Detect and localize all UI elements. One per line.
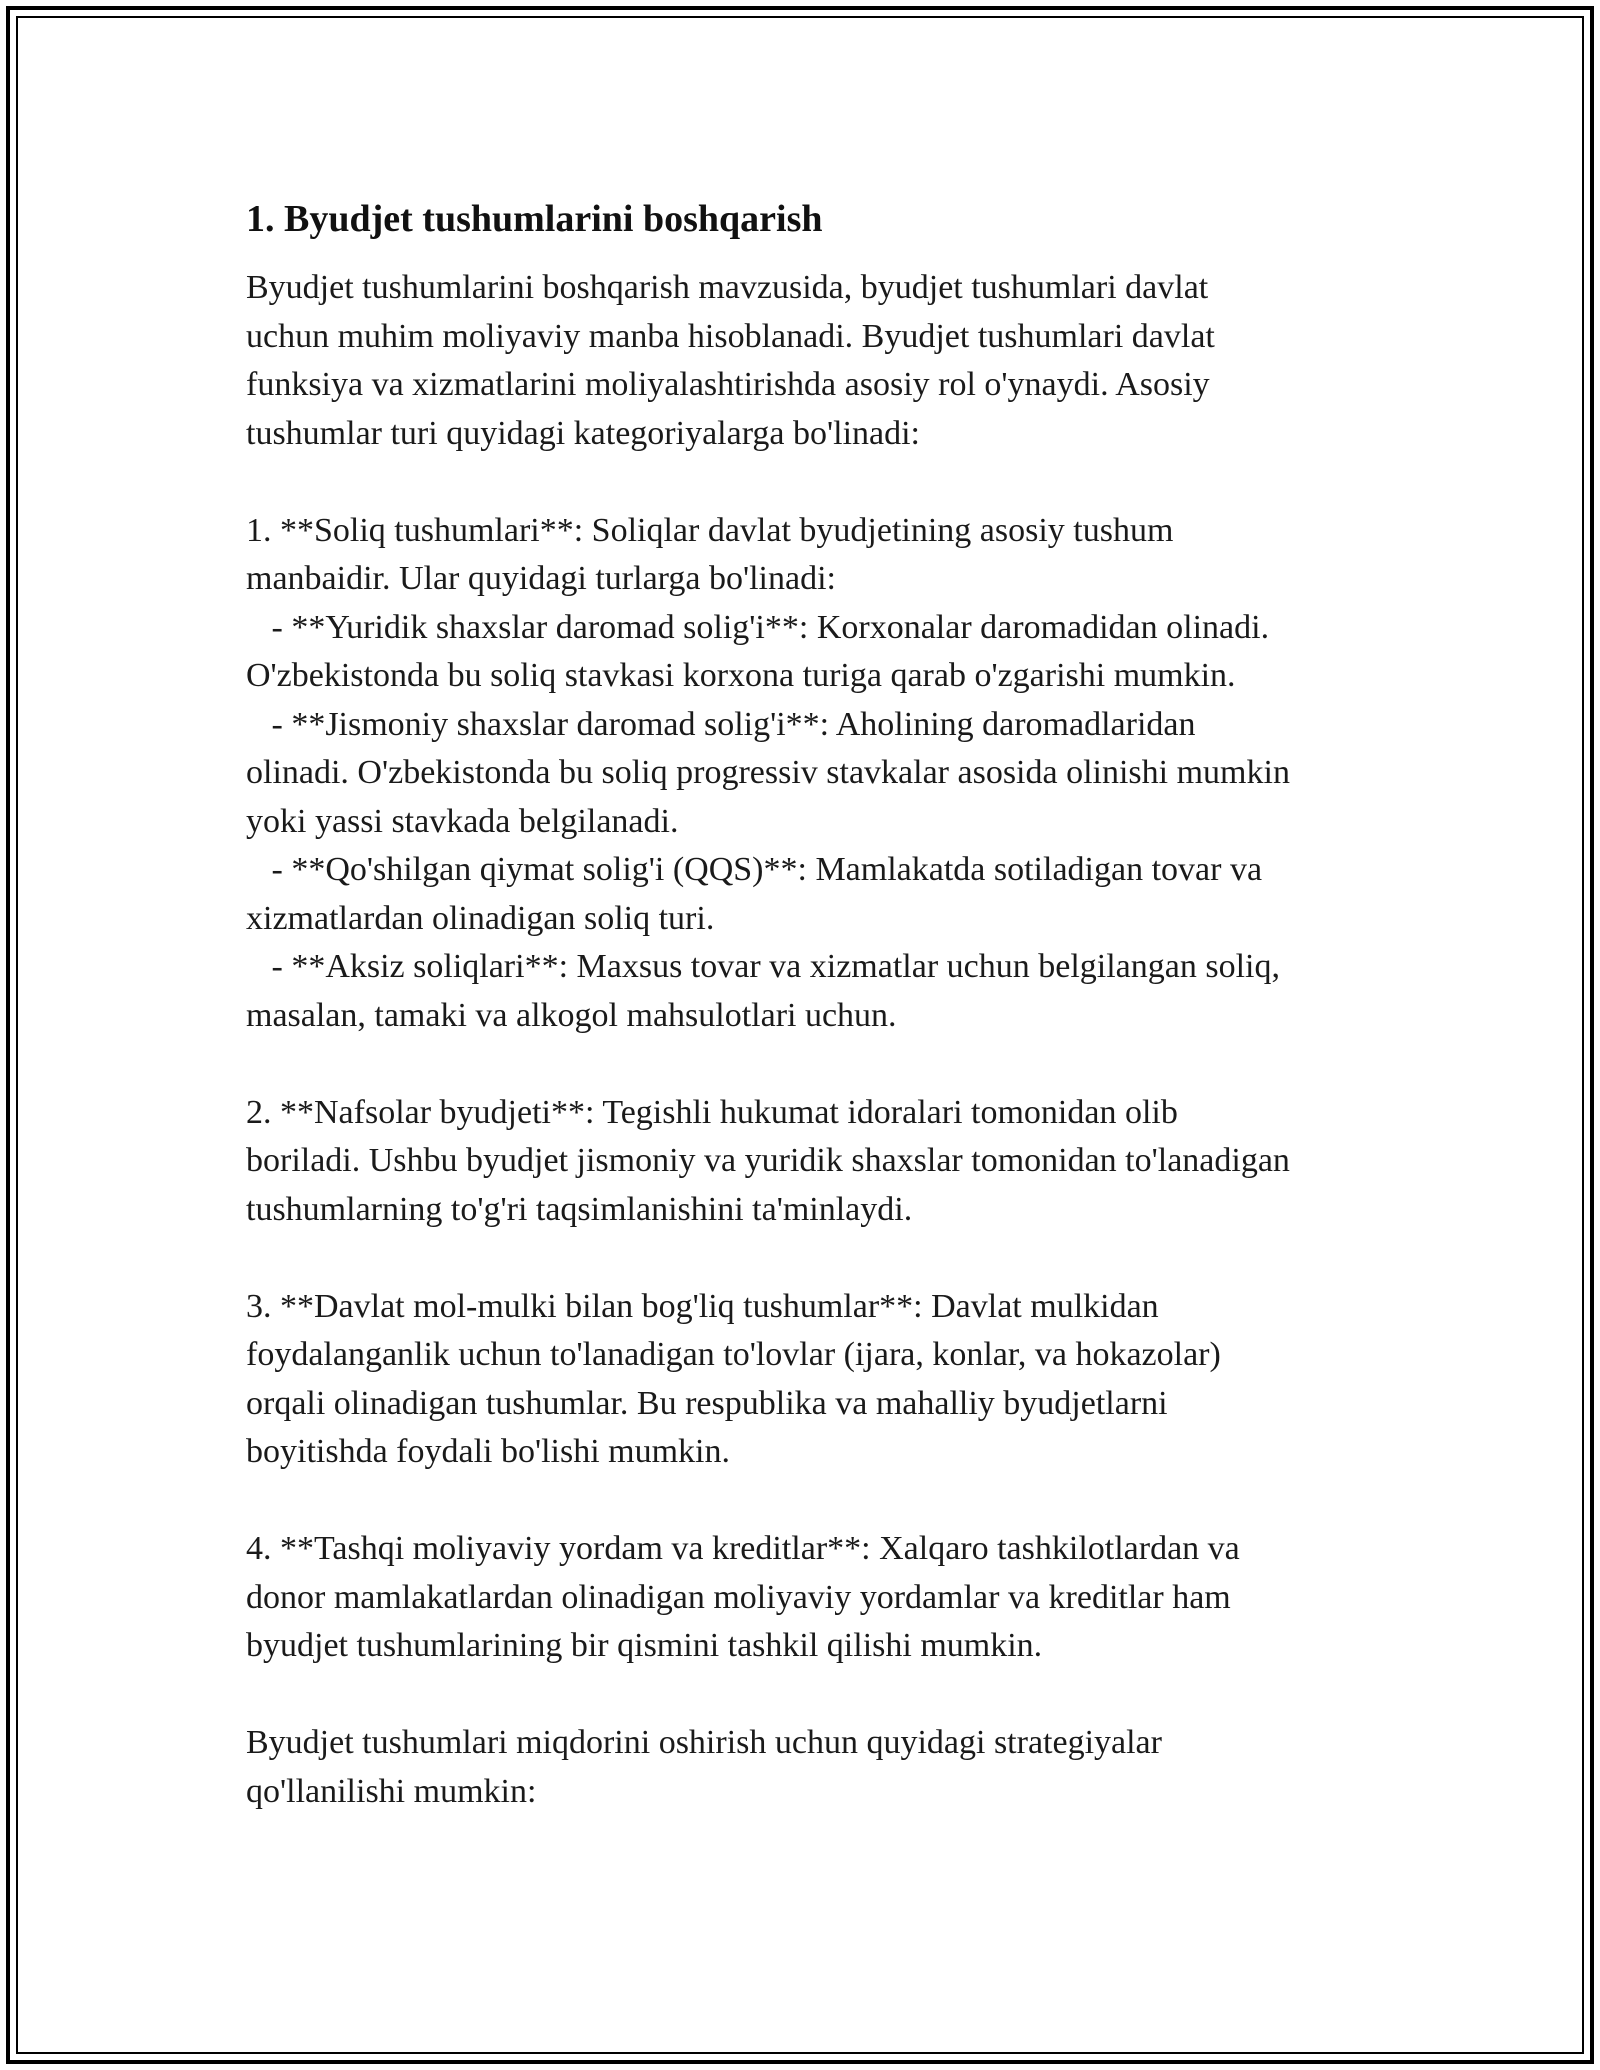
paragraph-line: O'zbekistonda bu soliq stavkasi korxona turiga qarab o'zgarishi mumkin. [246,657,1236,694]
paragraph-line: 1. **Soliq tushumlari**: Soliqlar davlat byudjetining asosiy tushum [246,511,1174,549]
paragraph-line: qo'llanilishi mumkin: [246,1772,537,1810]
paragraph-line: 2. **Nafsolar byudjeti**: Tegishli hukumat idoralari tomonidan olib [246,1093,1178,1131]
paragraph-spacer [246,1671,1406,1720]
paragraph-line: tushumlarning to'g'ri taqsimlanishini ta'minlaydi. [246,1190,913,1228]
list-item-tashqi-yordam [246,1525,1406,1671]
list-item-soliq-tushumlari [246,507,1406,1041]
paragraph-line: funksiya va xizmatlarini moliyalashtirishda asosiy rol o'ynaydi. Asosiy [246,366,1210,403]
paragraph-line: orqali olinadigan tushumlar. Bu respublika va mahalliy byudjetlarni [246,1384,1168,1422]
paragraph-spacer [246,1477,1406,1526]
sub-item-line: - **Jismoniy shaxslar daromad solig'i**: Aholining daromadlaridan [246,705,1196,743]
paragraph-line: Byudjet tushumlari miqdorini oshirish uchun quyidagi strategiyalar [246,1724,1162,1761]
list-item-davlat-mol-mulki [246,1283,1406,1477]
paragraph-line: yoki yassi stavkada belgilanadi. [246,802,679,840]
paragraph-line: 4. **Tashqi moliyaviy yordam va kreditlar**: Xalqaro tashkilotlardan va [246,1530,1240,1567]
paragraph-line: tushumlar turi quyidagi kategoriyalarga bo'linadi: [246,414,921,452]
paragraph-line: olinadi. O'zbekistonda bu soliq progressiv stavkalar asosida olinishi mumkin [246,754,1290,791]
document-body [246,194,1406,1816]
paragraph-line: boyitishda foydali bo'lishi mumkin. [246,1433,731,1470]
closing-paragraph [246,1719,1406,1816]
section-heading: 1. Byudjet tushumlarini boshqarish [246,198,823,240]
paragraph-spacer [246,458,1406,507]
paragraph-line: 3. **Davlat mol-mulki bilan bog'liq tushumlar**: Davlat mulkidan [246,1287,1159,1325]
paragraph-spacer [246,1234,1406,1283]
page-border [6,6,1594,2064]
paragraph-line: masalan, tamaki va alkogol mahsulotlari uchun. [246,996,897,1034]
paragraph-line: manbaidir. Ular quyidagi turlarga bo'linadi: [246,560,836,597]
list-item-nafsolar-byudjeti [246,1089,1406,1235]
paragraph-line: Byudjet tushumlarini boshqarish mavzusida, byudjet tushumlari davlat [246,269,1209,306]
sub-item-line: - **Yuridik shaxslar daromad solig'i**: Korxonalar daromadidan olinadi. [246,608,1270,646]
paragraph-line: boriladi. Ushbu byudjet jismoniy va yuridik shaxslar tomonidan to'lanadigan [246,1142,1290,1179]
sub-item-line: - **Aksiz soliqlari**: Maxsus tovar va xizmatlar uchun belgilangan soliq, [246,948,1280,985]
paragraph-line: byudjet tushumlarining bir qismini tashkil qilishi mumkin. [246,1627,1043,1664]
intro-paragraph [246,264,1406,458]
paragraph-spacer [246,1040,1406,1089]
paragraph-line: xizmatlardan olinadigan soliq turi. [246,899,715,937]
paragraph-line: foydalanganlik uchun to'lanadigan to'lovlar (ijara, konlar, va hokazolar) [246,1336,1221,1373]
paragraph-line: donor mamlakatlardan olinadigan moliyaviy yordamlar va kreditlar ham [246,1578,1231,1616]
sub-item-line: - **Qo'shilgan qiymat solig'i (QQS)**: Mamlakatda sotiladigan tovar va [246,851,1263,888]
paragraph-line: uchun muhim moliyaviy manba hisoblanadi. Byudjet tushumlari davlat [246,317,1215,355]
